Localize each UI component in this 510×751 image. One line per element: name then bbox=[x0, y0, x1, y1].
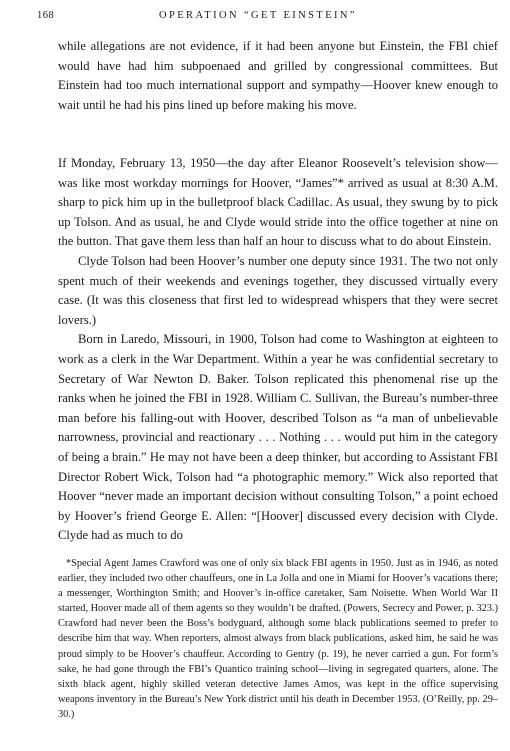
paragraph: Clyde Tolson had been Hoover’s number one deputy since 1931. The two not only spent much of their weekends and evenings together, they discussed virtually every case. (It was this closeness that first led to widespread whispers that they were secret lovers.) bbox=[58, 253, 498, 327]
footnote bbox=[58, 556, 498, 722]
footnote-text: *Special Agent James Crawford was one of only six black FBI agents in 1950. Just as in 1946, as noted earlier, they included two other chauffeurs, one in La Jolla and one in Miami for Hoover’s vacations there; a messenger, Worthington Smith; and Hoover’s in-office caretaker, Sam Noisette. When World War II started, Hoover made all of them agents so they wouldn’t be drafted. (Powers, Secrecy and Power, p. 323.) Crawford had never been the Boss’s bodyguard, although some black publications seemed to prefer to describe him that way. When reporters, almost always from black publications, asked him, he said he was proud simply to be Hoover’s chauffeur. According to Gentry (p. 19), he never carried a gun. For form’s sake, he had gone through the FBI’s Quantico training school—living in segregated quarters, alone. The sixth black agent, highly skilled veteran detective James Amos, was kept in the office supervising weapons inventory in the Bureau’s New York district until his death in December 1953. (O’Reilly, pp. 29–30.) bbox=[58, 558, 498, 720]
paragraph: Born in Laredo, Missouri, in 1900, Tolson had come to Washington at eighteen to work as a clerk in the War Department. Within a year he was confidential secretary to Secretary of War Newton D. Baker. Tolson replicated this phenomenal rise up the ranks when he joined the FBI in 1928. William C. Sullivan, the Bureau’s number-three man before his falling-out with Hoover, described Tolson as “a man of unbelievable narrowness, provincial and reactionary . . . Nothing . . . would put him in the category of being a brain.” He may not have been a deep thinker, but according to Assistant FBI Director Robert Wick, Tolson had “a photographic memory.” Wick also reported that Hoover “never made an important decision without consulting Tolson,” a point echoed by Hoover’s friend George E. Allen: “[Hoover] discussed every decision with Clyde. Clyde had as much to do bbox=[58, 332, 498, 543]
paragraph: If Monday, February 13, 1950—the day after Eleanor Roosevelt’s television show—was like most workday mornings for Hoover, “James”* arrived as usual at 8:30 A.M. sharp to pick him up in the bulletproof black Cadillac. As usual, they swung by to pick up Tolson. And as usual, he and Clyde would stride into the office together at nine on the button. That gave them less than half an hour to discuss what to do about Einstein. bbox=[58, 156, 498, 249]
continued-paragraph-block bbox=[58, 37, 498, 115]
section-body bbox=[58, 154, 498, 546]
running-title: OPERATION “GET EINSTEIN” bbox=[159, 10, 357, 21]
page-number: 168 bbox=[37, 10, 55, 21]
paragraph: while allegations are not evidence, if it had been anyone but Einstein, the FBI chief would have had him subpoenaed and grilled by congressional committees. But Einstein had too much international support and sympathy—Hoover knew enough to wait until he had his pins lined up before making his move. bbox=[58, 39, 498, 112]
